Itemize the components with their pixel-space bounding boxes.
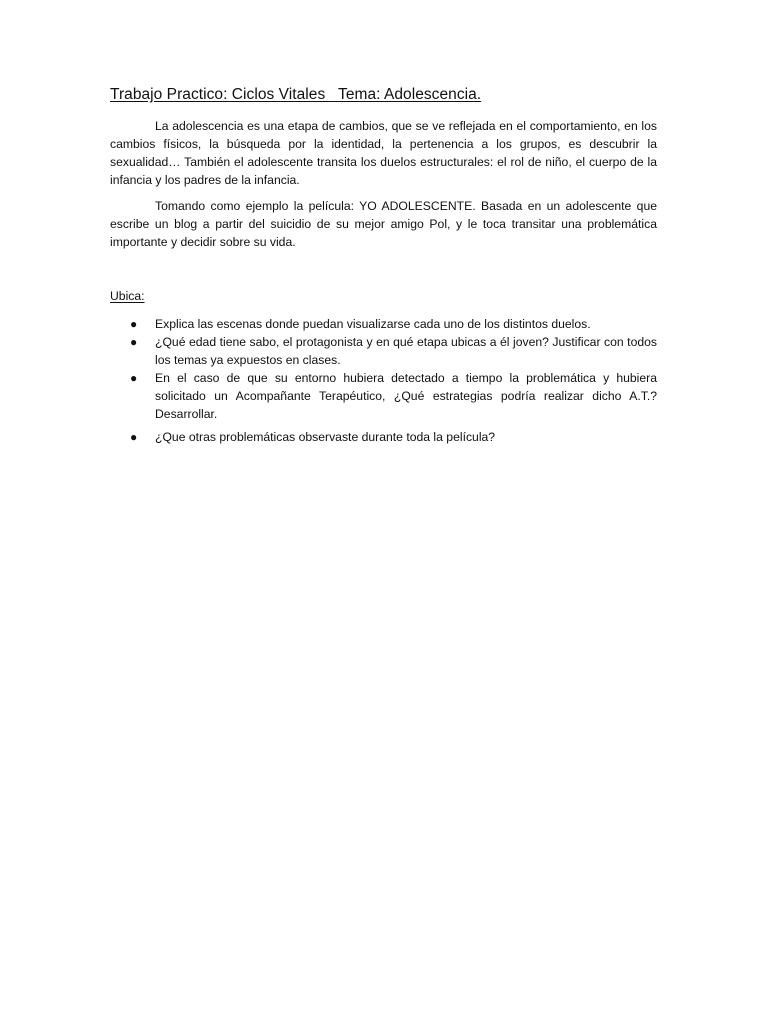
question-text: Explica las escenas donde puedan visualizarse cada uno de los distintos duelos. <box>155 317 591 331</box>
intro-paragraph: La adolescencia es una etapa de cambios, que se ve reflejada en el comportamiento, en los cambios físicos, la búsqueda por la identidad, la pertenencia a los grupos, es descubrir la sexualidad… También el adolescente transita los duelos estructurales: el rol de niño, el cuerpo de la infancia y los padres de la infancia. <box>110 119 657 187</box>
question-list <box>110 315 657 446</box>
question-text: En el caso de que su entorno hubiera detectado a tiempo la problemática y hubiera solicitado un Acompañante Terapéutico, ¿Qué estrategias podría realizar dicho A.T.? Desarrollar. <box>155 371 657 421</box>
list-item <box>110 428 657 446</box>
list-item <box>110 369 657 423</box>
list-item <box>110 333 657 369</box>
bullet-icon: ● <box>130 335 138 349</box>
movie-paragraph: Tomando como ejemplo la película: YO ADOLESCENTE. Basada en un adolescente que escribe un blog a partir del suicidio de su mejor amigo Pol, y le toca transitar una problemática importante y decidir sobre su vida. <box>110 199 657 249</box>
document-title: Trabajo Practico: Ciclos Vitales Tema: Adolescencia. <box>110 86 482 103</box>
section-heading-ubica: Ubica: <box>110 289 145 303</box>
bullet-icon: ● <box>130 317 138 331</box>
bullet-icon: ● <box>130 430 138 444</box>
list-item <box>110 315 657 333</box>
question-text: ¿Que otras problemáticas observaste durante toda la película? <box>155 430 496 444</box>
bullet-icon: ● <box>130 371 138 385</box>
question-text: ¿Qué edad tiene sabo, el protagonista y en qué etapa ubicas a él joven? Justificar con todos los temas ya expuestos en clases. <box>155 335 657 367</box>
